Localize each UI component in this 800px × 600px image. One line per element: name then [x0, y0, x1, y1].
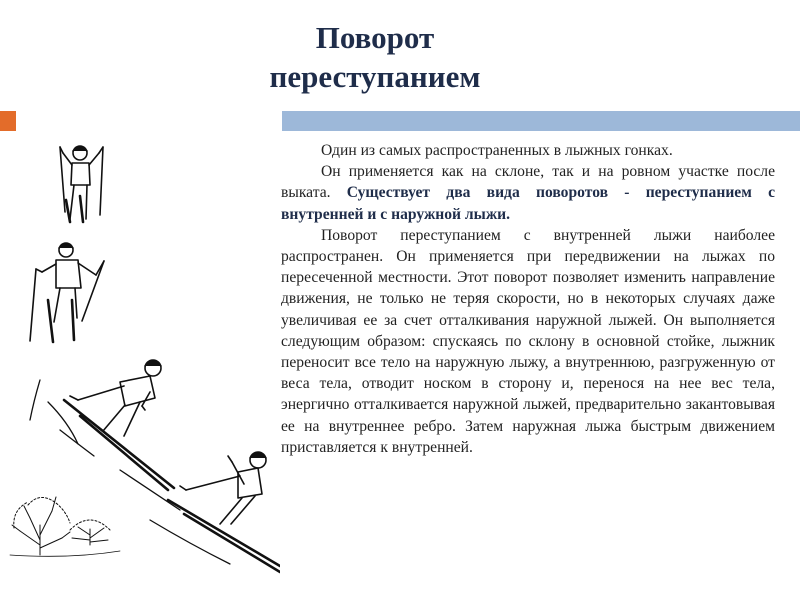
skier-downhill-icon [64, 360, 174, 490]
paragraph-2-bold: Существует два вида поворотов - переступанием с внутренней и с наружной лыжи. [281, 184, 775, 223]
skiing-illustration [0, 135, 280, 575]
paragraph-3: Поворот переступанием с внутренней лыжи наиболее распространен. Он применяется при передвижении на лыжах по пересеченной местности. Этот поворот позволяет изменить направление движения, не только не теряя скорости, но в некоторых случаях даже увеличивая ее за счет отталкивания наружной лыжей. Он выполняется следующим образом: спускаясь по склону в основной стойке, лыжник переносит все тело на наружную лыжу, а внутреннюю, разгруженную от веса тела, отводит носком в сторону и, перенося на нее вес тела, энергично отталкивается наружной лыжей, предварительно закантовывая ее на внутреннее ребро. Затем наружная лыжа быстрым движением приставляется к внутренней. [281, 226, 775, 456]
bush-icon [10, 497, 120, 556]
accent-square [0, 111, 16, 131]
skier-front-icon [60, 146, 103, 222]
accent-bar [282, 111, 800, 131]
paragraph-1: Один из самых распространенных в лыжных гонках. [321, 142, 673, 159]
slope-lines-icon [30, 380, 230, 564]
paragraph-2-plain: Он применяется как на склоне, так и на ровном участке после выката. [281, 163, 775, 202]
skier-turning-icon [168, 452, 280, 572]
title-line-1: Поворот [315, 20, 435, 55]
body-text [281, 140, 775, 458]
title-line-2: переступанием [269, 59, 481, 94]
paragraph-2 [281, 161, 775, 225]
skier-stepping-icon [30, 243, 104, 342]
page-title [210, 18, 540, 96]
